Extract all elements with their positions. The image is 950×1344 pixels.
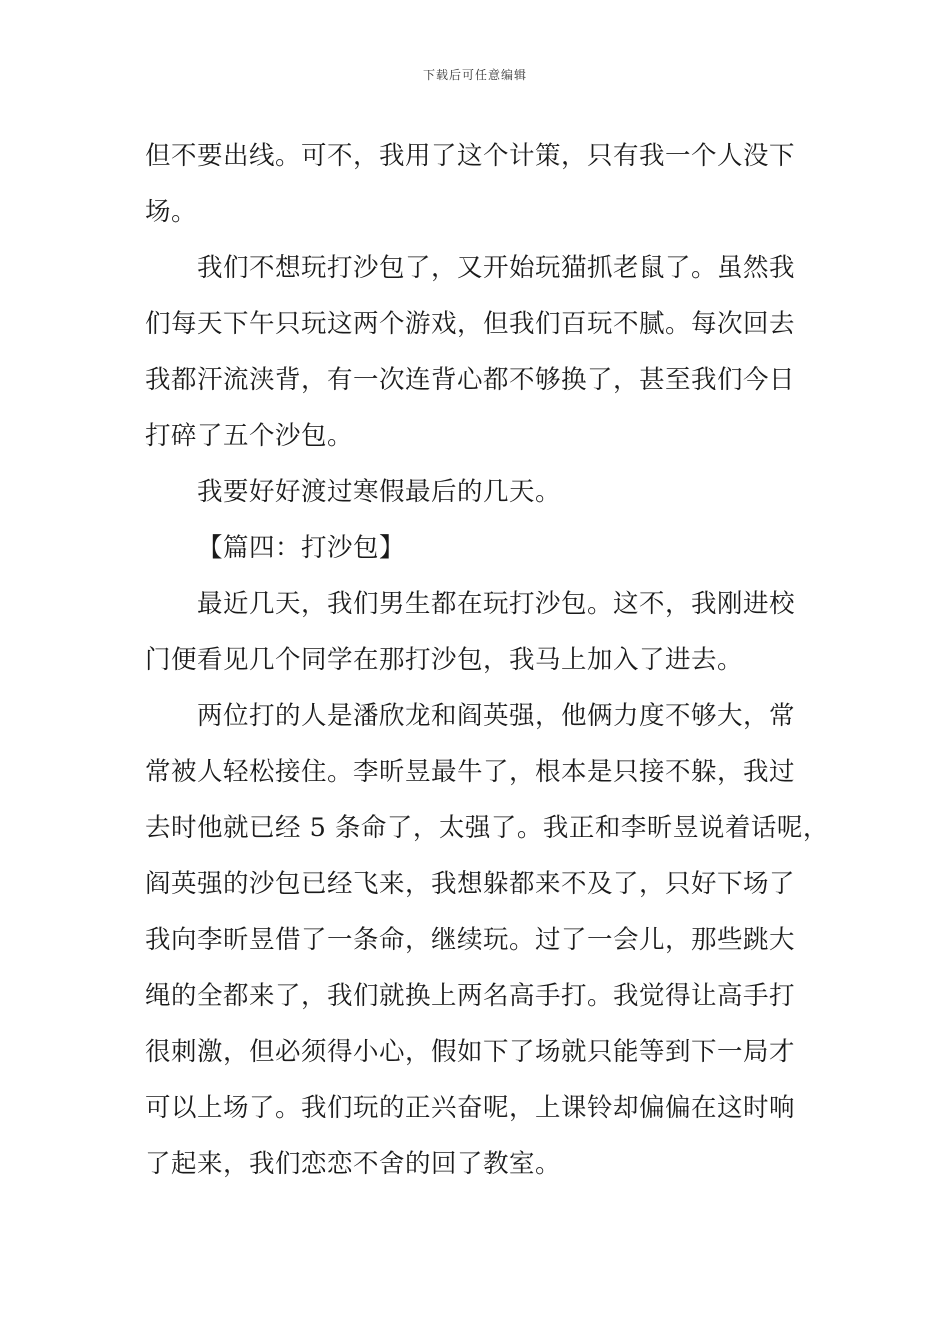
text-line: 我都汗流浃背，有一次连背心都不够换了，甚至我们今日 xyxy=(145,365,796,395)
text-line: 阎英强的沙包已经飞来，我想躲都来不及了，只好下场了 xyxy=(145,869,796,899)
text-line: 打碎了五个沙包。 xyxy=(145,421,354,451)
text-line: 但不要出线。可不，我用了这个计策，只有我一个人没下 xyxy=(145,141,796,171)
text-line: 我向李昕昱借了一条命，继续玩。过了一会儿，那些跳大 xyxy=(145,925,796,955)
text-line: 绳的全都来了，我们就换上两名高手打。我觉得让高手打 xyxy=(145,981,796,1011)
text-line: 两位打的人是潘欣龙和阎英强，他俩力度不够大，常 xyxy=(197,701,796,731)
page-header: 下载后可任意编辑 xyxy=(422,68,527,82)
text-line: 去时他就已经 5 条命了，太强了。我正和李昕昱说着话呢， xyxy=(145,813,829,843)
document-body xyxy=(145,128,829,1192)
section-heading: 【篇四：打沙包】 xyxy=(197,533,406,563)
text-line: 最近几天，我们男生都在玩打沙包。这不，我刚进校 xyxy=(197,589,796,619)
text-line: 很刺激，但必须得小心，假如下了场就只能等到下一局才 xyxy=(145,1037,796,1067)
text-line: 我们不想玩打沙包了，又开始玩猫抓老鼠了。虽然我 xyxy=(197,253,796,283)
text-line: 们每天下午只玩这两个游戏，但我们百玩不腻。每次回去 xyxy=(145,309,796,339)
text-line: 门便看见几个同学在那打沙包，我马上加入了进去。 xyxy=(145,645,744,675)
text-line: 了起来，我们恋恋不舍的回了教室。 xyxy=(145,1149,562,1179)
text-line: 场。 xyxy=(145,197,198,227)
text-line: 常被人轻松接住。李昕昱最牛了，根本是只接不躲，我过 xyxy=(145,757,796,787)
text-line: 我要好好渡过寒假最后的几天。 xyxy=(197,477,562,507)
text-line: 可以上场了。我们玩的正兴奋呢，上课铃却偏偏在这时响 xyxy=(145,1093,796,1123)
